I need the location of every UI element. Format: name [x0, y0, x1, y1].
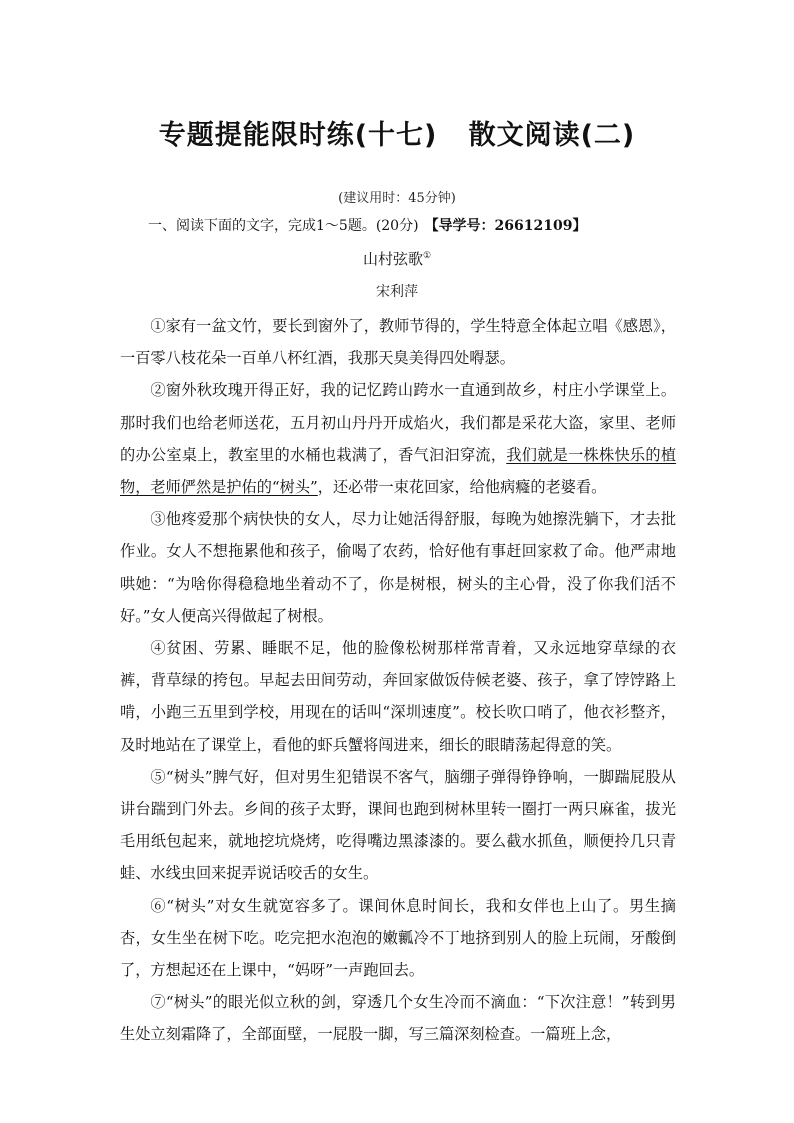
underlined-sentence: 我们就是一株株快乐的植物，老师俨然是护佑的“树头” — [120, 445, 677, 497]
passage-title-text: 山村弦歌 — [362, 250, 423, 268]
suggested-time: (建议用时：45分钟) — [338, 191, 456, 206]
paragraph-6: ⑥“树头”对女生就宽容多了。课间休息时间长，我和女伴也上山了。男生摘杏，女生坐在树下吃。吃完把水泡泡的嫩瓤冷不丁地挤到别人的脸上玩闹，牙酸倒了，方想起还在上课中，“妈呀”一声跑回去。 — [120, 896, 676, 980]
paragraph-1: ①家有一盆文竹，要长到窗外了，教师节得的，学生特意全体起立唱《感恩》，一百零八枝花朵一百单八杯红酒，我那天臭美得四处嘚瑟。 — [120, 317, 676, 368]
question-text: 一、阅读下面的文字，完成1～5题。(20分) — [148, 218, 419, 234]
paragraph-2 — [120, 374, 676, 503]
guide-number: 【导学号：26612109】 — [424, 218, 587, 234]
question-instruction — [148, 215, 668, 235]
paragraph-7: ⑦“树头”的眼光似立秋的剑，穿透几个女生冷而不滴血：“下次注意！”转到男生处立刻霜降了，全部面壁，一屁股一脚，写三篇深刻检查。一篇班上念， — [120, 993, 676, 1044]
passage-body — [120, 310, 676, 1051]
footnote-mark: ① — [422, 251, 432, 261]
page-title: 专题提能限时练(十七) 散文阅读(二) — [158, 120, 636, 151]
paragraph-2-after: ，还必带一束花回家，给他病癃的老婆看。 — [317, 478, 607, 497]
passage-title — [0, 248, 794, 269]
passage-author: 宋利萍 — [376, 284, 418, 300]
paragraph-2-before: ②窗外秋玫瑰开得正好，我的记忆跨山跨水一直通到故乡，村庄小学课堂上。那时我们也给老师送花，五月初山丹丹开成焰火，我们都是采花大盗，家里、老师的办公室桌上，教室里的水桶也栽满了，香气汩汩穿流， — [120, 381, 676, 464]
paragraph-5: ⑤“树头”脾气好，但对男生犯错误不客气，脑绷子弹得铮铮响，一脚踹屁股从讲台踹到门外去。乡间的孩子太野，课间也跑到树林里转一圈打一两只麻雀，拔光毛用纸包起来，就地挖坑烧烤，吃得嘴边黑漆漆的。要么截水抓鱼，顺便拎几只青蛙、水线虫回来捉弄说话咬舌的女生。 — [120, 767, 676, 883]
paragraph-4: ④贫困、劳累、睡眠不足，他的脸像松树那样常青着，又永远地穿草绿的衣裤，背草绿的挎包。早起去田间劳动，奔回家做饭侍候老婆、孩子，拿了饽饽路上啃，小跑三五里到学校，用现在的话叫“深圳速度”。校长吹口哨了，他衣衫整齐，及时地站在了课堂上，看他的虾兵蟹将闯进来，细长的眼睛荡起得意的笑。 — [120, 639, 676, 754]
paragraph-3: ③他疼爱那个病快快的女人，尽力让她活得舒服，每晚为她擦洗躺下，才去批作业。女人不想拖累他和孩子，偷喝了农药，恰好他有事赶回家救了命。他严肃地哄她：“为啥你得稳稳地坐着动不了，你是树根，树头的主心骨，没了你我们活不好。”女人便高兴得做起了树根。 — [120, 510, 676, 625]
